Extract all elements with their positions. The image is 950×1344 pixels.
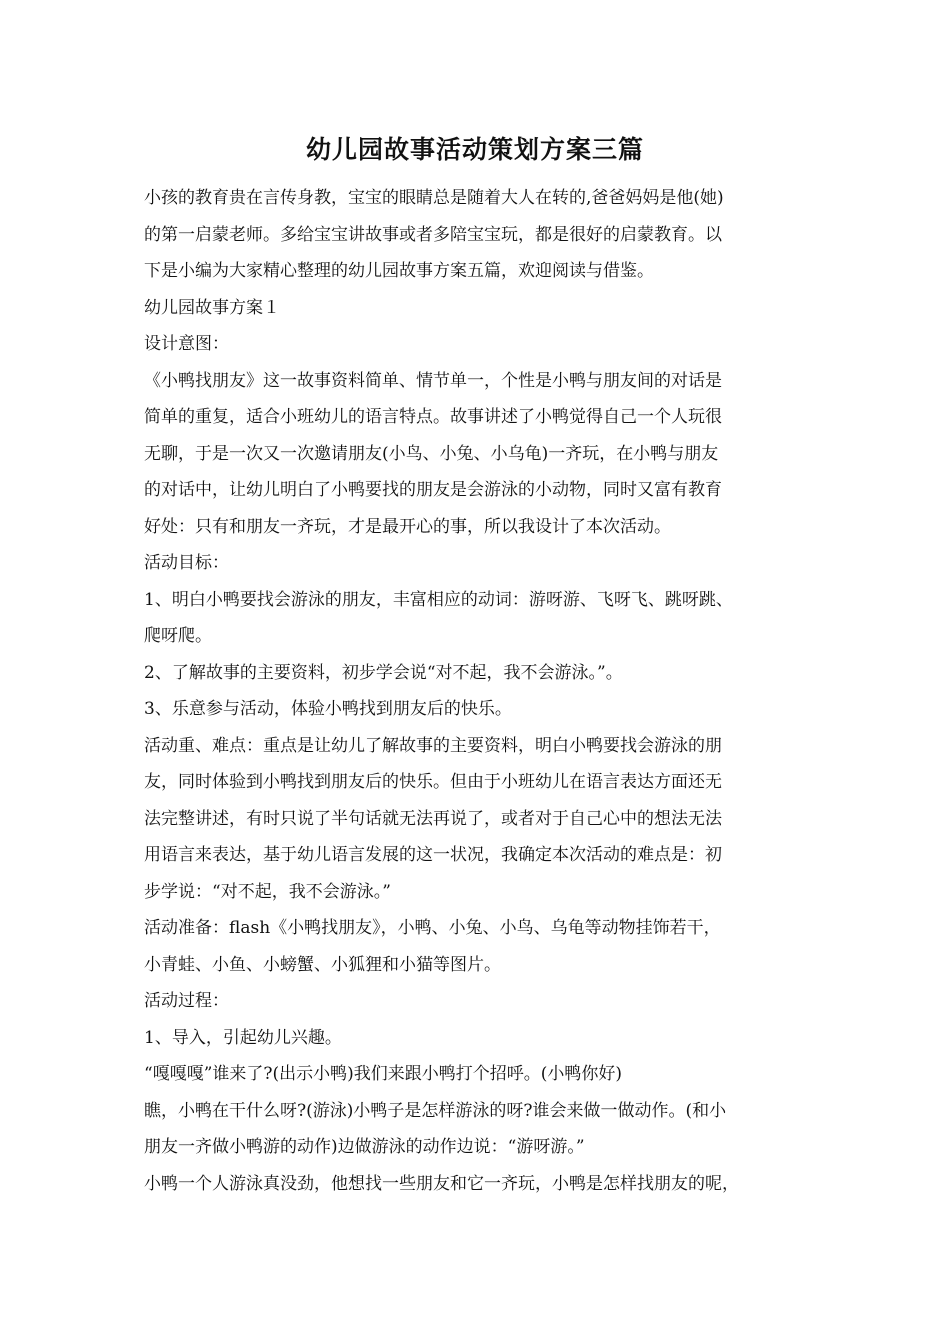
text-line: 瞧，小鸭在干什么呀?(游泳)小鸭子是怎样游泳的呀?谁会来做一做动作。(和小 xyxy=(144,1100,727,1121)
paragraph-dialogue-2 xyxy=(144,1093,814,1166)
text-line: 设计意图： xyxy=(144,334,229,354)
document-body xyxy=(144,180,814,1202)
text-line: 步学说：“对不起，我不会游泳。” xyxy=(144,881,391,902)
text-line: 下是小编为大家精心整理的幼儿园故事方案五篇，欢迎阅读与借鉴。 xyxy=(144,261,654,281)
text-line: 活动目标： xyxy=(144,553,229,573)
text-line: 活动准备：flash《小鸭找朋友》，小鸭、小兔、小鸟、乌龟等动物挂饰若干， xyxy=(144,918,721,938)
section-heading-plan-1 xyxy=(144,290,814,327)
text-line: 友，同时体验到小鸭找到朋友后的快乐。但由于小班幼儿在语言表达方面还无 xyxy=(144,772,722,792)
text-line: 小青蛙、小鱼、小螃蟹、小狐狸和小猫等图片。 xyxy=(144,954,501,975)
text-line: 小孩的教育贵在言传身教，宝宝的眼睛总是随着大人在转的,爸爸妈妈是他(她) xyxy=(144,188,724,208)
paragraph-preparation xyxy=(144,910,814,983)
paragraph-design-intent xyxy=(144,363,814,546)
section-heading-design-intent xyxy=(144,326,814,363)
paragraph-dialogue-3 xyxy=(144,1166,814,1203)
text-line: 活动过程： xyxy=(144,991,229,1011)
text-line: 爬呀爬。 xyxy=(144,626,212,646)
text-line: “嘎嘎嘎”谁来了?(出示小鸭)我们来跟小鸭打个招呼。(小鸭你好) xyxy=(144,1064,623,1084)
text-line: 《小鸭找朋友》这一故事资料简单、情节单一，个性是小鸭与朋友间的对话是 xyxy=(144,370,722,391)
text-line: 活动重、难点：重点是让幼儿了解故事的主要资料，明白小鸭要找会游泳的朋 xyxy=(144,735,722,756)
text-line: 无聊，于是一次又一次邀请朋友(小鸟、小兔、小乌龟)一齐玩，在小鸭与朋友 xyxy=(144,443,719,464)
text-line: 小鸭一个人游泳真没劲，他想找一些朋友和它一齐玩，小鸭是怎样找朋友的呢， xyxy=(144,1173,739,1194)
paragraph-intro xyxy=(144,180,814,290)
document-title: 幼儿园故事活动策划方案三篇 xyxy=(305,135,644,164)
text-line: 的对话中，让幼儿明白了小鸭要找的朋友是会游泳的小动物，同时又富有教育 xyxy=(144,480,722,500)
goal-item-2 xyxy=(144,655,814,692)
text-line: 2、了解故事的主要资料，初步学会说“对不起，我不会游泳。”。 xyxy=(144,662,623,683)
section-heading-process xyxy=(144,983,814,1020)
text-line: 好处：只有和朋友一齐玩，才是最开心的事，所以我设计了本次活动。 xyxy=(144,516,671,537)
text-line: 的第一启蒙老师。多给宝宝讲故事或者多陪宝宝玩，都是很好的启蒙教育。以 xyxy=(144,224,722,245)
goal-item-1 xyxy=(144,582,814,655)
text-line: 用语言来表达，基于幼儿语言发展的这一状况，我确定本次活动的难点是：初 xyxy=(144,845,722,865)
text-line: 1、导入，引起幼儿兴趣。 xyxy=(144,1027,342,1048)
text-line: 朋友一齐做小鸭游的动作)边做游泳的动作边说：“游呀游。” xyxy=(144,1137,585,1157)
text-line: 法完整讲述，有时只说了半句话就无法再说了，或者对于自己心中的想法无法 xyxy=(144,808,722,829)
text-line: 3、乐意参与活动，体验小鸭找到朋友后的快乐。 xyxy=(144,699,512,719)
text-line: 幼儿园故事方案１ xyxy=(144,297,280,318)
paragraph-key-points xyxy=(144,728,814,911)
text-line: 简单的重复，适合小班幼儿的语言特点。故事讲述了小鸭觉得自己一个人玩很 xyxy=(144,407,722,427)
goal-item-3 xyxy=(144,691,814,728)
process-step-1 xyxy=(144,1020,814,1057)
section-heading-goals xyxy=(144,545,814,582)
paragraph-dialogue-1 xyxy=(144,1056,814,1093)
text-line: 1、明白小鸭要找会游泳的朋友，丰富相应的动词：游呀游、飞呀飞、跳呀跳、 xyxy=(144,589,733,610)
